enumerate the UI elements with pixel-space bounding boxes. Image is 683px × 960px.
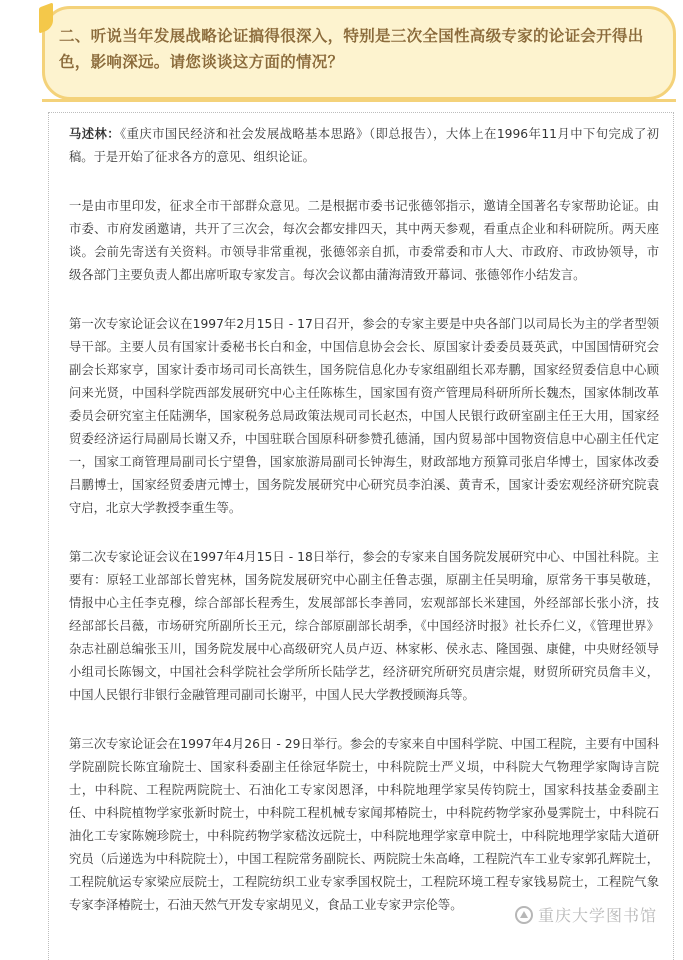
- paragraph-2: 一是由市里印发，征求全市干部群众意见。二是根据市委书记张德邻指示，邀请全国著名专家帮助论证。由市委、市府发函邀请，共开了三次会，每次会都安排四天，其中两天参观，看重点企业和科研院所。两天座谈。会前先寄送有关资料。市领导非常重视，张德邻亲自抓，市委常委和市人大、市政府、市政协领导，市级各部门主要负责人都出席听取专家发言。每次会议都由蒲海清致开幕词、张德邻作小结发言。: [69, 199, 659, 282]
- question-heading: 二、听说当年发展战略论证搞得很深入，特别是三次全国性高级专家的论证会开得出色，影响深远。请您谈谈这方面的情况？: [59, 27, 644, 71]
- paragraph-3: 第一次专家论证会议在1997年2月15日 - 17日召开，参会的专家主要是中央各部门以司局长为主的学者型领导干部。主要人员有国家计委秘书长白和金，中国信息协会会长、原国家计委委员聂英武，中国国情研究会副会长郑家亨，国家计委市场司司长高铁生，国务院信息化办专家组副组长邓寿鹏，国家经贸委信息中心顾问来光贤，中国科学院西部发展研究中心主任陈栋生，国家国有资产管理局科研所所长魏杰，国家体制改革委员会研究室主任陆溯华，国家税务总局政策法规司司长赵杰，中国人民银行政研室副主任王大用，国家经贸委经济运行局副局长谢又乔，中国驻联合国原科研参赞孔德涌，国内贸易部中国物资信息中心副主任代定一，国家工商管理局副司长宁望鲁，国家旅游局副司长钟海生，财政部地方预算司张启华博士，国家体改委吕鹏博士，国家经贸委唐元博士，国务院发展研究中心研究员李泊溪、黄青禾，国家计委宏观经济研究院袁守启，北京大学教授李重生等。: [69, 317, 659, 515]
- paragraph-1-text: 《重庆市国民经济和社会发展战略基本思路》（即总报告），大体上在1996年11月中下旬完成了初稿。于是开始了征求各方的意见、组织论证。: [69, 127, 659, 164]
- divider: [42, 99, 676, 102]
- corner-tab: [39, 2, 53, 33]
- paragraph-1: [69, 123, 659, 169]
- paragraph-4: 第二次专家论证会议在1997年4月15日 - 18日举行，参会的专家来自国务院发展研究中心、中国社科院。主要有：原轻工业部部长曾宪林，国务院发展研究中心副主任鲁志强，原副主任吴明瑜，原常务干事吴敬琏，情报中心主任李克穆，综合部部长程秀生，发展部部长李善同，宏观部部长米建国，外经部部长张小济，技经部部长吕薇，市场研究所副所长王元，综合部原副部长胡季，《中国经济时报》社长乔仁义，《管理世界》杂志社副总编张玉川，国务院发展中心高级研究人员卢迈、林家彬、侯永志、隆国强、康健，中央财经领导小组司长陈锡文，中国社会科学院社会学所所长陆学艺，经济研究所研究员唐宗焜，财贸所研究员詹丰义，中国人民银行非银行金融管理司副司长谢平，中国人民大学教授顾海兵等。: [69, 550, 659, 702]
- question-box: [42, 6, 676, 100]
- library-logo-icon: [514, 905, 534, 925]
- speaker-label: 马述林：: [69, 127, 121, 141]
- paragraph-5: 第三次专家论证会在1997年4月26日 - 29日举行。参会的专家来自中国科学院、中国工程院，主要有中国科学院副院长陈宜瑜院士、国家科委副主任徐冠华院士，中科院院士严义埙，中科院大气物理学家陶诗言院士，中科院、工程院两院院士、石油化工专家闵恩泽，中科院地理学家吴传钧院士，国家科技基金委副主任、中科院植物学家张新时院士，中科院工程机械专家闻邦椿院士，中科院药物学家孙曼霁院士，中科院石油化工专家陈婉珍院士，中科院药物学家嵇汝远院士，中科院地理学家章申院士，中科院地理学家陆大道研究员（后递选为中科院院士），中国工程院常务副院长、两院院士朱高峰，工程院汽车工业专家郭孔辉院士，工程院航运专家梁应辰院士，工程院纺织工业专家季国权院士，工程院环境工程专家钱易院士，工程院气象专家李泽椿院士，石油天然气开发专家胡见义，食品工业专家尹宗伦等。: [69, 737, 659, 912]
- watermark-text: 重庆大学图书馆: [537, 906, 657, 925]
- article-body: [48, 112, 674, 960]
- watermark: [514, 903, 657, 926]
